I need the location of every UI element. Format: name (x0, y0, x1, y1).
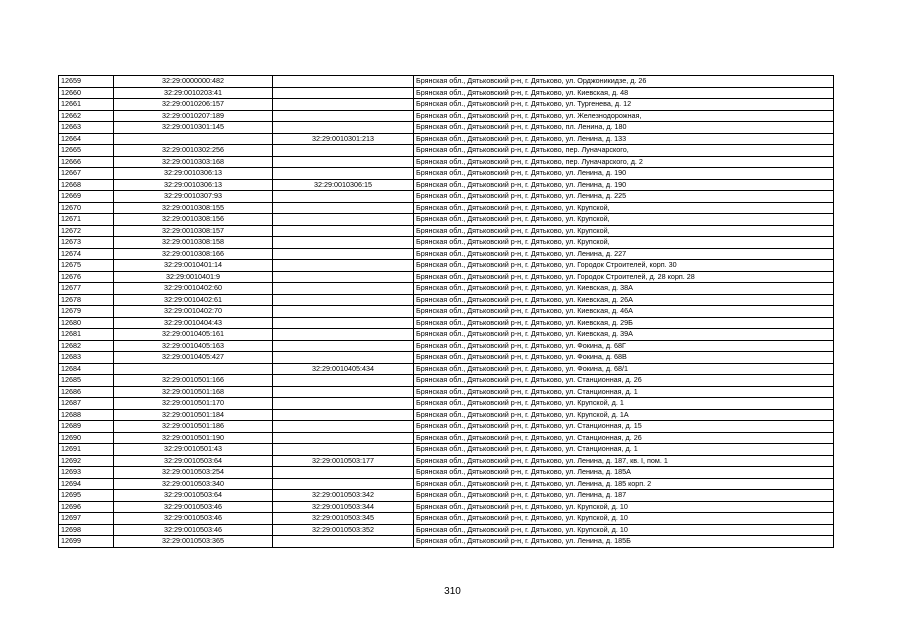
table-row (59, 214, 834, 226)
address-cell: Брянская обл., Дятьковский р-н, г. Дятьково, ул. Ленина, д. 227 (414, 248, 834, 260)
cadastral-number-cell (114, 363, 273, 375)
linked-cadastral-number-cell: 32:29:0010503:344 (273, 501, 414, 513)
cadastral-number-cell: 32:29:0010308:155 (114, 202, 273, 214)
row-number-cell: 12670 (59, 202, 114, 214)
linked-cadastral-number-cell (273, 283, 414, 295)
table-row (59, 329, 834, 341)
address-cell: Брянская обл., Дятьковский р-н, г. Дятьково, ул. Городок Строителей, д. 28 корп. 28 (414, 271, 834, 283)
linked-cadastral-number-cell: 32:29:0010405:434 (273, 363, 414, 375)
row-number-cell: 12699 (59, 536, 114, 548)
row-number-cell: 12683 (59, 352, 114, 364)
row-number-cell: 12687 (59, 398, 114, 410)
cadastral-number-cell: 32:29:0010206:157 (114, 99, 273, 111)
cadastral-number-cell: 32:29:0010503:46 (114, 524, 273, 536)
linked-cadastral-number-cell (273, 386, 414, 398)
address-cell: Брянская обл., Дятьковский р-н, г. Дятьково, ул. Крупской, д. 1 (414, 398, 834, 410)
row-number-cell: 12690 (59, 432, 114, 444)
cadastral-number-cell: 32:29:0010501:170 (114, 398, 273, 410)
cadastral-number-cell: 32:29:0010503:46 (114, 501, 273, 513)
row-number-cell: 12672 (59, 225, 114, 237)
linked-cadastral-number-cell: 32:29:0010503:352 (273, 524, 414, 536)
row-number-cell: 12682 (59, 340, 114, 352)
table-row (59, 375, 834, 387)
address-cell: Брянская обл., Дятьковский р-н, г. Дятьково, ул. Киевская, д. 38А (414, 283, 834, 295)
table-row (59, 478, 834, 490)
linked-cadastral-number-cell (273, 421, 414, 433)
row-number-cell: 12664 (59, 133, 114, 145)
address-cell: Брянская обл., Дятьковский р-н, г. Дятьково, пер. Луначарского, (414, 145, 834, 157)
address-cell: Брянская обл., Дятьковский р-н, г. Дятьково, ул. Ленина, д. 225 (414, 191, 834, 203)
table-row (59, 398, 834, 410)
cadastral-number-cell: 32:29:0000000:482 (114, 76, 273, 88)
linked-cadastral-number-cell (273, 329, 414, 341)
row-number-cell: 12674 (59, 248, 114, 260)
row-number-cell: 12684 (59, 363, 114, 375)
linked-cadastral-number-cell: 32:29:0010503:342 (273, 490, 414, 502)
linked-cadastral-number-cell (273, 467, 414, 479)
row-number-cell: 12689 (59, 421, 114, 433)
address-cell: Брянская обл., Дятьковский р-н, г. Дятьково, ул. Станционная, д. 15 (414, 421, 834, 433)
table-row (59, 191, 834, 203)
linked-cadastral-number-cell (273, 271, 414, 283)
row-number-cell: 12671 (59, 214, 114, 226)
table-row (59, 156, 834, 168)
address-cell: Брянская обл., Дятьковский р-н, г. Дятьково, пер. Луначарского, д. 2 (414, 156, 834, 168)
address-cell: Брянская обл., Дятьковский р-н, г. Дятьково, ул. Крупской, (414, 225, 834, 237)
page-number: 310 (444, 586, 461, 597)
cadastral-number-cell: 32:29:0010503:46 (114, 513, 273, 525)
cadastral-number-cell: 32:29:0010501:184 (114, 409, 273, 421)
row-number-cell: 12685 (59, 375, 114, 387)
table-row (59, 237, 834, 249)
linked-cadastral-number-cell (273, 99, 414, 111)
table-row (59, 421, 834, 433)
table-row (59, 317, 834, 329)
row-number-cell: 12681 (59, 329, 114, 341)
cadastral-number-cell: 32:29:0010308:166 (114, 248, 273, 260)
address-cell: Брянская обл., Дятьковский р-н, г. Дятьково, ул. Городок Строителей, корп. 30 (414, 260, 834, 272)
address-cell: Брянская обл., Дятьковский р-н, г. Дятьково, ул. Крупской, д. 10 (414, 513, 834, 525)
linked-cadastral-number-cell (273, 317, 414, 329)
table-row (59, 306, 834, 318)
table-row (59, 513, 834, 525)
linked-cadastral-number-cell (273, 340, 414, 352)
linked-cadastral-number-cell (273, 306, 414, 318)
cadastral-number-cell: 32:29:0010503:254 (114, 467, 273, 479)
linked-cadastral-number-cell: 32:29:0010301:213 (273, 133, 414, 145)
linked-cadastral-number-cell (273, 352, 414, 364)
row-number-cell: 12668 (59, 179, 114, 191)
address-cell: Брянская обл., Дятьковский р-н, г. Дятьково, ул. Тургенева, д. 12 (414, 99, 834, 111)
address-cell: Брянская обл., Дятьковский р-н, г. Дятьково, ул. Киевская, д. 46А (414, 306, 834, 318)
linked-cadastral-number-cell (273, 76, 414, 88)
table-row (59, 536, 834, 548)
table-row (59, 444, 834, 456)
cadastral-number-cell: 32:29:0010501:190 (114, 432, 273, 444)
row-number-cell: 12660 (59, 87, 114, 99)
table-row (59, 76, 834, 88)
address-cell: Брянская обл., Дятьковский р-н, г. Дятьково, ул. Орджоникидзе, д. 26 (414, 76, 834, 88)
table-row (59, 524, 834, 536)
address-cell: Брянская обл., Дятьковский р-н, г. Дятьково, ул. Крупской, д. 10 (414, 501, 834, 513)
cadastral-number-cell: 32:29:0010301:145 (114, 122, 273, 134)
table-row (59, 501, 834, 513)
address-cell: Брянская обл., Дятьковский р-н, г. Дятьково, ул. Станционная, д. 26 (414, 375, 834, 387)
address-cell: Брянская обл., Дятьковский р-н, г. Дятьково, ул. Станционная, д. 26 (414, 432, 834, 444)
cadastral-number-cell: 32:29:0010401:9 (114, 271, 273, 283)
table-row (59, 386, 834, 398)
address-cell: Брянская обл., Дятьковский р-н, г. Дятьково, ул. Киевская, д. 48 (414, 87, 834, 99)
table-row (59, 133, 834, 145)
cadastral-number-cell: 32:29:0010402:60 (114, 283, 273, 295)
cadastral-number-cell: 32:29:0010501:186 (114, 421, 273, 433)
cadastral-number-cell: 32:29:0010306:13 (114, 179, 273, 191)
linked-cadastral-number-cell: 32:29:0010503:177 (273, 455, 414, 467)
cadastral-number-cell: 32:29:0010307:93 (114, 191, 273, 203)
cadastral-number-cell: 32:29:0010308:156 (114, 214, 273, 226)
table-row (59, 99, 834, 111)
row-number-cell: 12691 (59, 444, 114, 456)
table-row (59, 202, 834, 214)
table-row (59, 225, 834, 237)
table-row (59, 168, 834, 180)
linked-cadastral-number-cell (273, 168, 414, 180)
address-cell: Брянская обл., Дятьковский р-н, г. Дятьково, ул. Киевская, д. 39А (414, 329, 834, 341)
row-number-cell: 12676 (59, 271, 114, 283)
table-row (59, 248, 834, 260)
cadastral-number-cell: 32:29:0010501:168 (114, 386, 273, 398)
address-cell: Брянская обл., Дятьковский р-н, г. Дятьково, ул. Фокина, д. 68/1 (414, 363, 834, 375)
address-cell: Брянская обл., Дятьковский р-н, г. Дятьково, ул. Ленина, д. 187, кв. I, пом. 1 (414, 455, 834, 467)
table-row (59, 271, 834, 283)
linked-cadastral-number-cell (273, 87, 414, 99)
cadastral-number-cell: 32:29:0010503:340 (114, 478, 273, 490)
row-number-cell: 12662 (59, 110, 114, 122)
address-cell: Брянская обл., Дятьковский р-н, г. Дятьково, ул. Крупской, д. 10 (414, 524, 834, 536)
address-cell: Брянская обл., Дятьковский р-н, г. Дятьково, ул. Ленина, д. 187 (414, 490, 834, 502)
row-number-cell: 12661 (59, 99, 114, 111)
linked-cadastral-number-cell: 32:29:0010503:345 (273, 513, 414, 525)
row-number-cell: 12667 (59, 168, 114, 180)
row-number-cell: 12680 (59, 317, 114, 329)
address-cell: Брянская обл., Дятьковский р-н, г. Дятьково, пл. Ленина, д. 180 (414, 122, 834, 134)
linked-cadastral-number-cell (273, 432, 414, 444)
table-row (59, 363, 834, 375)
registry-table-body (59, 76, 834, 548)
address-cell: Брянская обл., Дятьковский р-н, г. Дятьково, ул. Железнодорожная, (414, 110, 834, 122)
linked-cadastral-number-cell (273, 248, 414, 260)
linked-cadastral-number-cell (273, 409, 414, 421)
cadastral-number-cell: 32:29:0010203:41 (114, 87, 273, 99)
cadastral-number-cell: 32:29:0010405:163 (114, 340, 273, 352)
registry-table (58, 75, 834, 548)
row-number-cell: 12692 (59, 455, 114, 467)
row-number-cell: 12686 (59, 386, 114, 398)
row-number-cell: 12665 (59, 145, 114, 157)
linked-cadastral-number-cell (273, 237, 414, 249)
table-row (59, 87, 834, 99)
table-row (59, 294, 834, 306)
linked-cadastral-number-cell (273, 398, 414, 410)
address-cell: Брянская обл., Дятьковский р-н, г. Дятьково, ул. Крупской, (414, 202, 834, 214)
linked-cadastral-number-cell (273, 191, 414, 203)
cadastral-number-cell: 32:29:0010503:365 (114, 536, 273, 548)
cadastral-number-cell: 32:29:0010503:64 (114, 490, 273, 502)
address-cell: Брянская обл., Дятьковский р-н, г. Дятьково, ул. Ленина, д. 185Б (414, 536, 834, 548)
address-cell: Брянская обл., Дятьковский р-н, г. Дятьково, ул. Крупской, (414, 237, 834, 249)
cadastral-number-cell: 32:29:0010402:70 (114, 306, 273, 318)
address-cell: Брянская обл., Дятьковский р-н, г. Дятьково, ул. Ленина, д. 190 (414, 179, 834, 191)
row-number-cell: 12678 (59, 294, 114, 306)
address-cell: Брянская обл., Дятьковский р-н, г. Дятьково, ул. Крупской, д. 1А (414, 409, 834, 421)
linked-cadastral-number-cell (273, 202, 414, 214)
linked-cadastral-number-cell (273, 122, 414, 134)
table-row (59, 455, 834, 467)
linked-cadastral-number-cell (273, 145, 414, 157)
table-row (59, 490, 834, 502)
row-number-cell: 12663 (59, 122, 114, 134)
table-row (59, 122, 834, 134)
address-cell: Брянская обл., Дятьковский р-н, г. Дятьково, ул. Ленина, д. 185 корп. 2 (414, 478, 834, 490)
row-number-cell: 12698 (59, 524, 114, 536)
linked-cadastral-number-cell (273, 225, 414, 237)
table-row (59, 145, 834, 157)
linked-cadastral-number-cell (273, 444, 414, 456)
cadastral-number-cell: 32:29:0010401:14 (114, 260, 273, 272)
linked-cadastral-number-cell (273, 214, 414, 226)
address-cell: Брянская обл., Дятьковский р-н, г. Дятьково, ул. Ленина, д. 133 (414, 133, 834, 145)
table-row (59, 283, 834, 295)
linked-cadastral-number-cell (273, 536, 414, 548)
address-cell: Брянская обл., Дятьковский р-н, г. Дятьково, ул. Станционная, д. 1 (414, 386, 834, 398)
cadastral-number-cell: 32:29:0010501:43 (114, 444, 273, 456)
address-cell: Брянская обл., Дятьковский р-н, г. Дятьково, ул. Ленина, д. 185А (414, 467, 834, 479)
row-number-cell: 12694 (59, 478, 114, 490)
address-cell: Брянская обл., Дятьковский р-н, г. Дятьково, ул. Крупской, (414, 214, 834, 226)
linked-cadastral-number-cell (273, 260, 414, 272)
linked-cadastral-number-cell (273, 478, 414, 490)
cadastral-number-cell: 32:29:0010503:64 (114, 455, 273, 467)
cadastral-number-cell: 32:29:0010405:427 (114, 352, 273, 364)
address-cell: Брянская обл., Дятьковский р-н, г. Дятьково, ул. Фокина, д. 68Г (414, 340, 834, 352)
table-row (59, 260, 834, 272)
cadastral-number-cell: 32:29:0010207:189 (114, 110, 273, 122)
row-number-cell: 12659 (59, 76, 114, 88)
address-cell: Брянская обл., Дятьковский р-н, г. Дятьково, ул. Станционная, д. 1 (414, 444, 834, 456)
row-number-cell: 12695 (59, 490, 114, 502)
linked-cadastral-number-cell (273, 110, 414, 122)
cadastral-number-cell (114, 133, 273, 145)
row-number-cell: 12697 (59, 513, 114, 525)
address-cell: Брянская обл., Дятьковский р-н, г. Дятьково, ул. Фокина, д. 68В (414, 352, 834, 364)
row-number-cell: 12669 (59, 191, 114, 203)
row-number-cell: 12677 (59, 283, 114, 295)
cadastral-number-cell: 32:29:0010303:168 (114, 156, 273, 168)
table-row (59, 179, 834, 191)
table-row (59, 110, 834, 122)
table-row (59, 409, 834, 421)
linked-cadastral-number-cell (273, 156, 414, 168)
cadastral-number-cell: 32:29:0010405:161 (114, 329, 273, 341)
linked-cadastral-number-cell (273, 294, 414, 306)
address-cell: Брянская обл., Дятьковский р-н, г. Дятьково, ул. Киевская, д. 29Б (414, 317, 834, 329)
address-cell: Брянская обл., Дятьковский р-н, г. Дятьково, ул. Киевская, д. 26А (414, 294, 834, 306)
address-cell: Брянская обл., Дятьковский р-н, г. Дятьково, ул. Ленина, д. 190 (414, 168, 834, 180)
cadastral-number-cell: 32:29:0010306:13 (114, 168, 273, 180)
cadastral-number-cell: 32:29:0010402:61 (114, 294, 273, 306)
cadastral-number-cell: 32:29:0010302:256 (114, 145, 273, 157)
row-number-cell: 12696 (59, 501, 114, 513)
row-number-cell: 12666 (59, 156, 114, 168)
linked-cadastral-number-cell: 32:29:0010306:15 (273, 179, 414, 191)
cadastral-number-cell: 32:29:0010404:43 (114, 317, 273, 329)
cadastral-number-cell: 32:29:0010308:157 (114, 225, 273, 237)
row-number-cell: 12679 (59, 306, 114, 318)
cadastral-number-cell: 32:29:0010308:158 (114, 237, 273, 249)
row-number-cell: 12693 (59, 467, 114, 479)
row-number-cell: 12673 (59, 237, 114, 249)
table-row (59, 352, 834, 364)
row-number-cell: 12688 (59, 409, 114, 421)
table-row (59, 340, 834, 352)
cadastral-number-cell: 32:29:0010501:166 (114, 375, 273, 387)
table-row (59, 467, 834, 479)
table-row (59, 432, 834, 444)
row-number-cell: 12675 (59, 260, 114, 272)
linked-cadastral-number-cell (273, 375, 414, 387)
